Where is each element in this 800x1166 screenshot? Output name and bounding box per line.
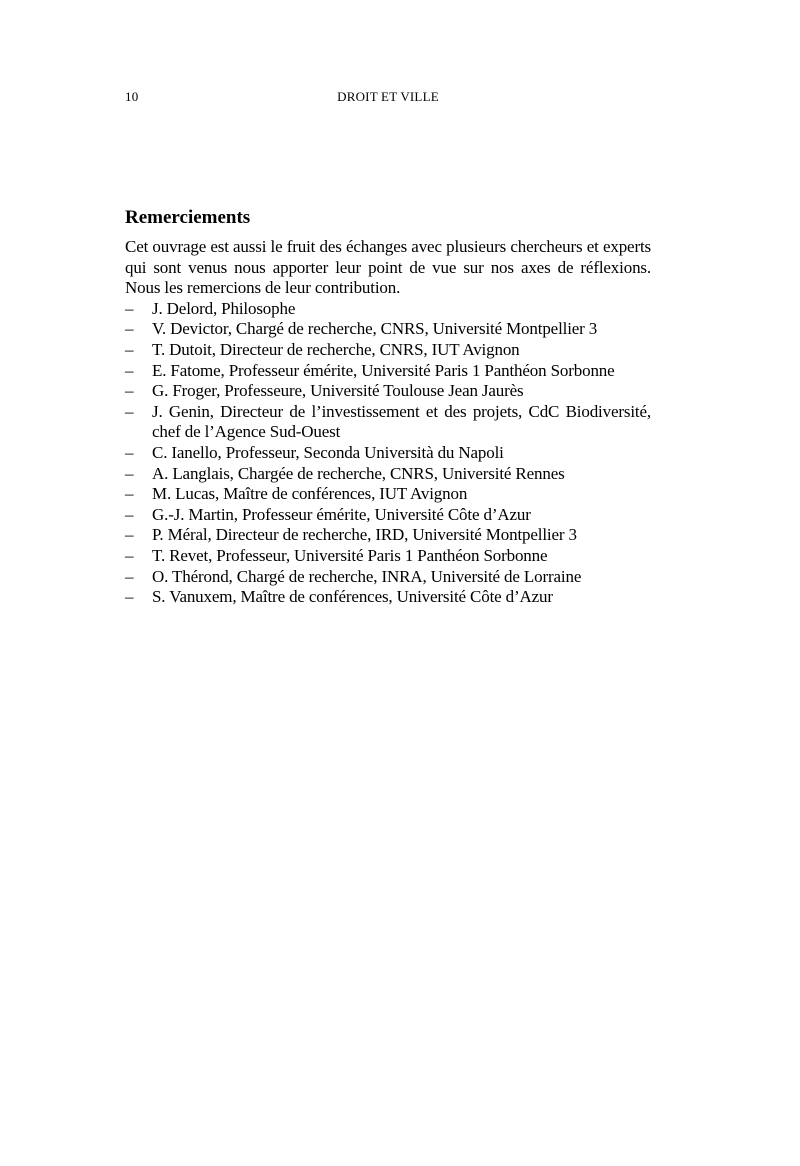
contributor-item <box>125 381 651 402</box>
page-number: 10 <box>125 89 139 104</box>
contributor-text: P. Méral, Directeur de recherche, IRD, Université Montpellier 3 <box>152 525 577 545</box>
list-dash: – <box>125 484 134 504</box>
running-head <box>125 90 651 104</box>
contributor-item <box>125 319 651 340</box>
contributor-item <box>125 484 651 505</box>
contributor-text: G. Froger, Professeure, Université Toulouse Jean Jaurès <box>152 381 524 401</box>
contributor-item <box>125 340 651 361</box>
list-dash: – <box>125 463 134 483</box>
section-body <box>125 237 651 608</box>
section-heading: Remerciements <box>125 206 251 228</box>
contributor-item <box>125 567 651 588</box>
contributor-text: J. Delord, Philosophe <box>152 298 296 318</box>
list-dash: – <box>125 566 134 586</box>
list-dash: – <box>125 525 134 545</box>
contributor-item <box>125 525 651 546</box>
list-dash: – <box>125 298 134 318</box>
list-dash: – <box>125 401 134 421</box>
contributor-item <box>125 299 651 320</box>
contributor-text: O. Thérond, Chargé de recherche, INRA, Université de Lorraine <box>152 566 582 586</box>
list-dash: – <box>125 442 134 462</box>
contributors-list <box>125 299 651 608</box>
list-dash: – <box>125 319 134 339</box>
running-title: DROIT ET VILLE <box>337 89 439 104</box>
contributor-text: V. Devictor, Chargé de recherche, CNRS, Université Montpellier 3 <box>152 319 598 339</box>
contributor-item <box>125 464 651 485</box>
contributor-item <box>125 546 651 567</box>
list-dash: – <box>125 504 134 524</box>
contributor-text: E. Fatome, Professeur émérite, Université Paris 1 Panthéon Sorbonne <box>152 360 615 380</box>
contributor-text: G.-J. Martin, Professeur émérite, Université Côte d’Azur <box>152 504 531 524</box>
contributor-item <box>125 361 651 382</box>
list-dash: – <box>125 360 134 380</box>
list-dash: – <box>125 339 134 359</box>
contributor-item <box>125 587 651 608</box>
intro-paragraph: Cet ouvrage est aussi le fruit des échanges avec plusieurs chercheurs et experts qui sont venus nous apporter leur point de vue sur nos axes de réflexions. Nous les remercions de leur contribution. <box>125 237 651 298</box>
contributor-text: T. Revet, Professeur, Université Paris 1 Panthéon Sorbonne <box>152 545 548 565</box>
contributor-text: A. Langlais, Chargée de recherche, CNRS, Université Rennes <box>152 463 565 483</box>
list-dash: – <box>125 545 134 565</box>
contributor-item <box>125 505 651 526</box>
contributor-text: M. Lucas, Maître de conférences, IUT Avignon <box>152 484 468 504</box>
contributor-item <box>125 443 651 464</box>
list-dash: – <box>125 381 134 401</box>
contributor-text: J. Genin, Directeur de l’investissement et des projets, CdC Biodiversité, chef de l’Agence Sud-Ouest <box>152 401 651 442</box>
list-dash: – <box>125 587 134 607</box>
contributor-text: T. Dutoit, Directeur de recherche, CNRS, IUT Avignon <box>152 339 520 359</box>
contributor-text: C. Ianello, Professeur, Seconda Università du Napoli <box>152 442 504 462</box>
contributor-text: S. Vanuxem, Maître de conférences, Université Côte d’Azur <box>152 587 553 607</box>
contributor-item <box>125 402 651 443</box>
